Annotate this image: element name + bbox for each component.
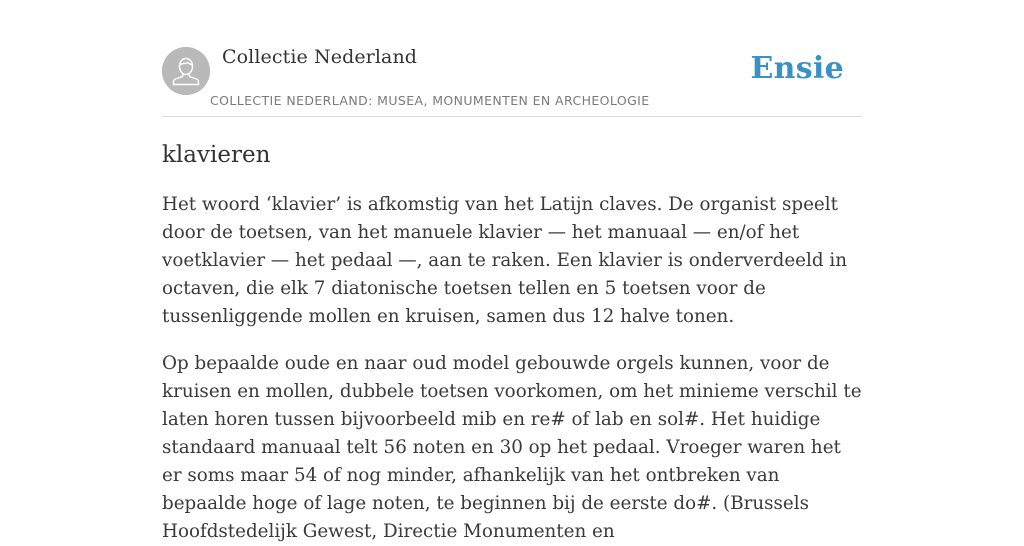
brand-logo[interactable]: Ensie (750, 51, 844, 86)
source-subtitle[interactable]: COLLECTIE NEDERLAND: MUSEA, MONUMENTEN EN ARCHEOLOGIE (210, 93, 650, 108)
author-name[interactable]: Collectie Nederland (222, 46, 418, 68)
article-paragraph: Op bepaalde oude en naar oud model gebouwde orgels kunnen, voor de kruisen en mollen, dubbele toetsen voorkomen, om het minieme verschil te laten horen tussen bijvoorbeeld mib en re# of lab en sol#. Het huidige standaard manuaal telt 56 noten en 30 op het pedaal. Vroeger waren het er soms maar 54 of nog minder, afhankelijk van het ontbreken van bepaalde hoge of lage noten, te beginnen bij de eerste do#. (Brussels Hoofdstedelijk Gewest, Directie Monumenten en (162, 353, 862, 542)
article-paragraph: Het woord ‘klavier’ is afkomstig van het Latijn claves. De organist speelt door de toetsen, van het manuele klavier — het manuaal — en/of het voetklavier — het pedaal —, aan te raken. Een klavier is onderverdeeld in octaven, die elk 7 diatonische toetsen tellen en 5 toetsen voor de tussenliggende mollen en kruisen, samen dus 12 halve tonen. (162, 194, 847, 327)
page (162, 0, 862, 546)
header (162, 46, 862, 117)
article-body (162, 191, 862, 546)
user-avatar-icon[interactable] (162, 47, 210, 95)
page-title: klavieren (162, 142, 271, 168)
